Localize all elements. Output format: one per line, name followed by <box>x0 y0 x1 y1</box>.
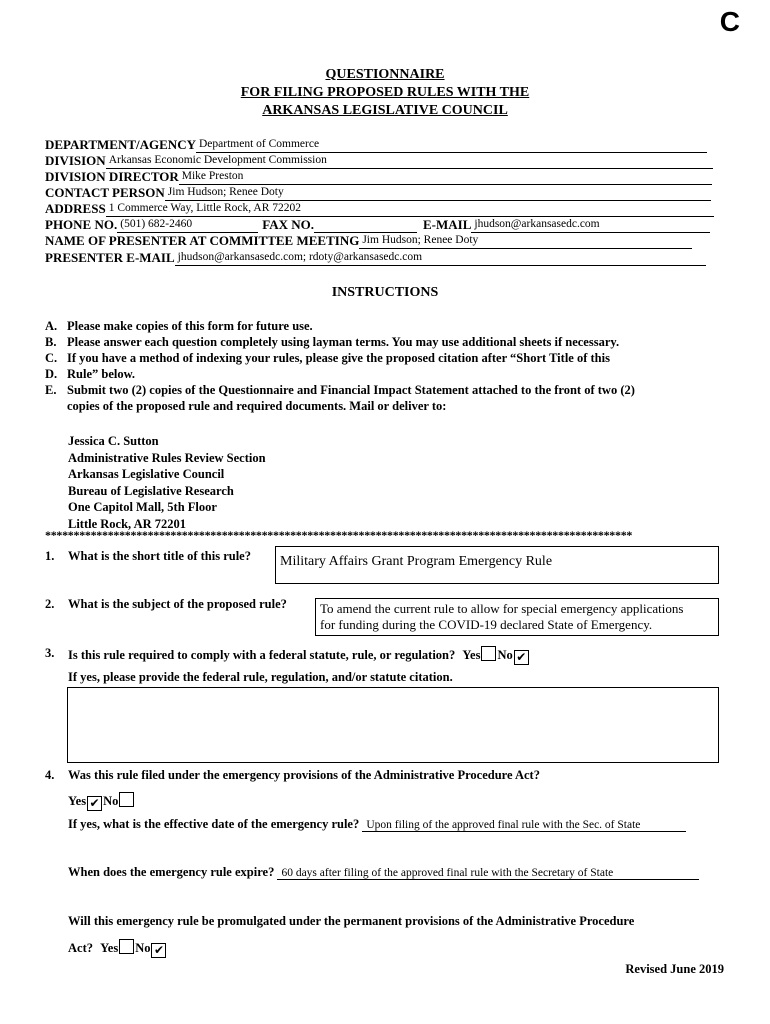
q3-answer-box[interactable] <box>67 687 719 763</box>
presenter-email-row <box>45 250 706 266</box>
instruction-item: copies of the proposed rule and required documents. Mail or deliver to: <box>67 399 447 413</box>
instructions-list <box>45 318 735 414</box>
phone-label: PHONE NO. <box>45 217 118 232</box>
instruction-item: E. Submit two (2) copies of the Questionnaire and Financial Impact Statement attached to the front of two (2) <box>45 383 635 397</box>
q3-followup: If yes, please provide the federal rule, regulation, and/or statute citation. <box>68 670 453 684</box>
presenter-email-field[interactable]: jhudson@arkansasedc.com; rdoty@arkansasedc.com <box>175 251 706 266</box>
phone-field[interactable]: (501) 682-2460 <box>117 218 258 233</box>
address-line: Arkansas Legislative Council <box>68 467 225 481</box>
q4-perm-yes-checkbox[interactable] <box>119 939 134 954</box>
presenter-label: NAME OF PRESENTER AT COMMITTEE MEETING <box>45 233 360 248</box>
q3-number: 3. <box>45 646 55 660</box>
q4-expire-label: When does the emergency rule expire? <box>68 865 275 879</box>
contact-field[interactable]: Jim Hudson; Renee Doty <box>165 186 711 201</box>
separator-stars: ******************************************************************************************************* <box>45 528 633 542</box>
q3-text: Is this rule required to comply with a federal statute, rule, or regulation? <box>68 648 456 662</box>
q4-number: 4. <box>45 768 55 782</box>
q4-perm-yes-label: Yes <box>100 941 119 955</box>
q4-yes-checkbox[interactable]: ✔ <box>87 796 102 811</box>
presenter-field[interactable]: Jim Hudson; Renee Doty <box>359 234 692 249</box>
instruction-item: B. Please answer each question completely using layman terms. You may use additional sheets if necessary. <box>45 335 620 349</box>
email-label: E-MAIL <box>423 217 472 232</box>
q4-no-label: No <box>103 794 119 808</box>
department-field[interactable]: Department of Commerce <box>196 138 707 153</box>
title-line-2: FOR FILING PROPOSED RULES WITH THE <box>240 85 530 100</box>
corner-letter: C <box>719 6 740 37</box>
instruction-item: C. If you have a method of indexing your rules, please give the proposed citation after “Short Title of this <box>45 351 610 365</box>
q4-no-checkbox[interactable] <box>119 792 134 807</box>
contact-row <box>45 185 711 201</box>
email-field[interactable]: jhudson@arkansasedc.com <box>471 218 710 233</box>
q4-yes-no-row <box>68 792 135 811</box>
instructions-heading: INSTRUCTIONS <box>331 285 439 300</box>
q3-yes-checkbox[interactable] <box>481 646 496 661</box>
q2-text: What is the subject of the proposed rule? <box>68 597 287 611</box>
division-row <box>45 153 713 169</box>
q2-answer-line: for funding during the COVID-19 declared State of Emergency. <box>320 617 653 632</box>
q4-effective-row <box>68 817 686 832</box>
address-line: Administrative Rules Review Section <box>68 450 266 465</box>
address-field[interactable]: 1 Commerce Way, Little Rock, AR 72202 <box>106 202 714 217</box>
address-line: Jessica C. Sutton <box>68 434 159 448</box>
address-label: ADDRESS <box>45 201 106 216</box>
director-label: DIVISION DIRECTOR <box>45 169 179 184</box>
revised-date: Revised June 2019 <box>625 962 724 976</box>
division-label: DIVISION <box>45 153 106 168</box>
fax-field[interactable] <box>314 218 417 233</box>
q1-answer-box[interactable]: Military Affairs Grant Program Emergency Rule <box>275 546 719 584</box>
q3-row <box>68 646 530 665</box>
address-line: Bureau of Legislative Research <box>68 483 234 498</box>
q4-perm-no-checkbox[interactable]: ✔ <box>151 943 166 958</box>
q1-text: What is the short title of this rule? <box>68 549 251 563</box>
q4-perm-no-label: No <box>135 941 151 955</box>
director-field[interactable]: Mike Preston <box>179 170 712 185</box>
q3-no-label: No <box>497 648 513 662</box>
presenter-row <box>45 233 692 249</box>
mailing-address <box>68 433 266 532</box>
q3-yes-label: Yes <box>462 648 481 662</box>
q4-expire-field[interactable]: 60 days after filing of the approved final rule with the Secretary of State <box>277 867 699 880</box>
q2-answer-box[interactable] <box>315 598 719 636</box>
q4-effective-label: If yes, what is the effective date of the emergency rule? <box>68 817 360 831</box>
title-line-1: QUESTIONNAIRE <box>325 67 445 82</box>
q4-text: Was this rule filed under the emergency provisions of the Administrative Procedure Act? <box>68 768 540 782</box>
address-line: Little Rock, AR 72201 <box>68 516 187 531</box>
q4-permanent-line2: Act? <box>68 941 93 955</box>
instruction-item: D. Rule” below. <box>45 367 136 381</box>
title-line-3: ARKANSAS LEGISLATIVE COUNCIL <box>262 103 508 118</box>
instruction-item: A. Please make copies of this form for future use. <box>45 319 313 333</box>
director-row <box>45 169 712 185</box>
department-label: DEPARTMENT/AGENCY <box>45 137 196 152</box>
presenter-email-label: PRESENTER E-MAIL <box>45 250 175 265</box>
q2-number: 2. <box>45 597 55 611</box>
q4-yes-label: Yes <box>68 794 87 808</box>
q2-answer-line: To amend the current rule to allow for special emergency applications <box>320 601 684 616</box>
q4-permanent-row <box>68 939 167 958</box>
address-row <box>45 201 714 217</box>
q4-permanent-line1: Will this emergency rule be promulgated under the permanent provisions of the Administrative Procedure <box>68 914 635 928</box>
contact-label: CONTACT PERSON <box>45 185 165 200</box>
phone-row <box>45 217 710 233</box>
q4-expire-row <box>68 865 699 880</box>
q4-effective-field[interactable]: Upon filing of the approved final rule with the Sec. of State <box>362 819 686 832</box>
division-field[interactable]: Arkansas Economic Development Commission <box>106 154 713 169</box>
department-row <box>45 137 707 153</box>
address-line: One Capitol Mall, 5th Floor <box>68 500 217 514</box>
q3-no-checkbox[interactable]: ✔ <box>514 650 529 665</box>
fax-label: FAX NO. <box>262 217 314 232</box>
q1-number: 1. <box>45 549 55 563</box>
